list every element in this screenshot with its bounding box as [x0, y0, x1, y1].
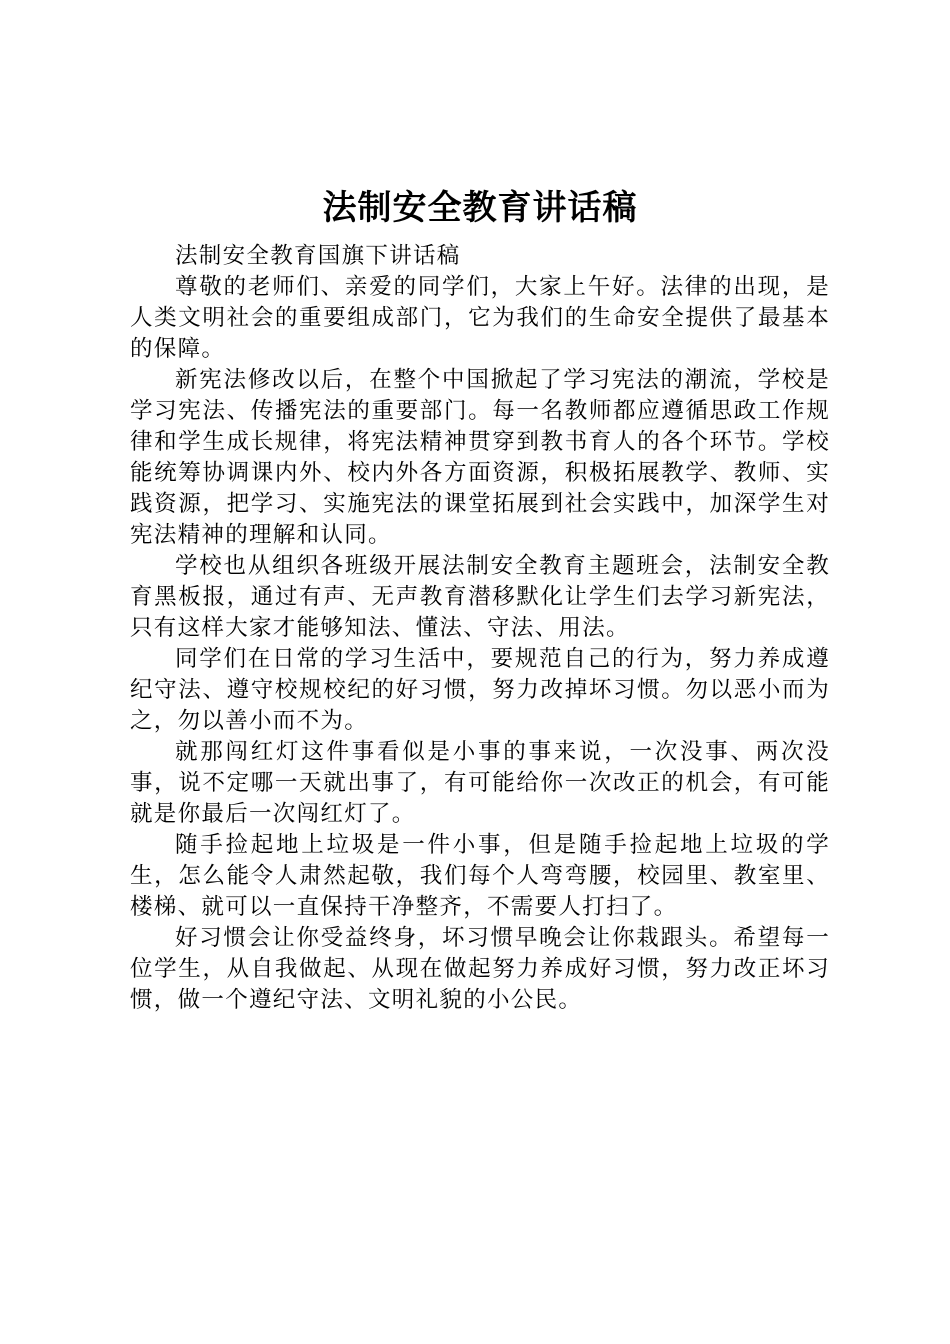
subtitle-paragraph: 法制安全教育国旗下讲话稿	[175, 243, 461, 269]
body-paragraph: 学校也从组织各班级开展法制安全教育主题班会，法制安全教育黑板报，通过有声、无声教育潜移默化让学生们去学习新宪法，只有这样大家才能够知法、懂法、守法、用法。	[130, 553, 830, 641]
document-page	[130, 185, 830, 1016]
body-paragraph: 好习惯会让你受益终身，坏习惯早晚会让你栽跟头。希望每一位学生，从自我做起、从现在做起努力养成好习惯，努力改正坏习惯，做一个遵纪守法、文明礼貌的小公民。	[130, 925, 830, 1013]
body-paragraph: 新宪法修改以后，在整个中国掀起了学习宪法的潮流，学校是学习宪法、传播宪法的重要部门。每一名教师都应遵循思政工作规律和学生成长规律，将宪法精神贯穿到教书育人的各个环节。学校能统筹协调课内外、校内外各方面资源，积极拓展教学、教师、实践资源，把学习、实施宪法的课堂拓展到社会实践中，加深学生对宪法精神的理解和认同。	[130, 367, 830, 548]
document-title: 法制安全教育讲话稿	[322, 188, 638, 228]
body-paragraph: 同学们在日常的学习生活中，要规范自己的行为，努力养成遵纪守法、遵守校规校纪的好习惯，努力改掉坏习惯。勿以恶小而为之，勿以善小而不为。	[130, 646, 830, 734]
body-paragraph: 尊敬的老师们、亲爱的同学们，大家上午好。法律的出现，是人类文明社会的重要组成部门，它为我们的生命安全提供了最基本的保障。	[130, 274, 830, 362]
body-paragraph: 就那闯红灯这件事看似是小事的事来说，一次没事、两次没事，说不定哪一天就出事了，有可能给你一次改正的机会，有可能就是你最后一次闯红灯了。	[130, 739, 830, 827]
body-paragraph: 随手捡起地上垃圾是一件小事，但是随手捡起地上垃圾的学生，怎么能令人肃然起敬，我们每个人弯弯腰，校园里、教室里、楼梯、就可以一直保持干净整齐，不需要人打扫了。	[130, 832, 830, 920]
